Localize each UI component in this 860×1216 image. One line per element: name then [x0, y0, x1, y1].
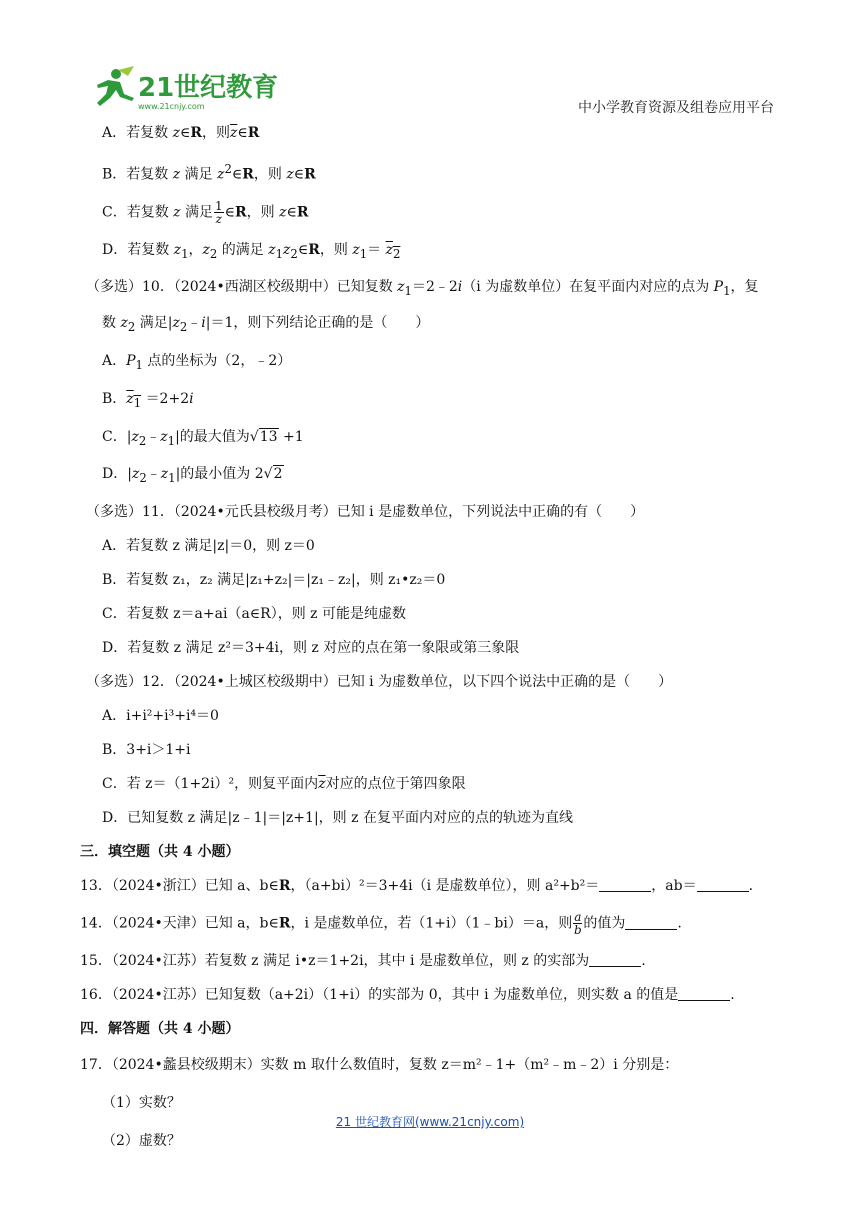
q12-stem: （多选）12．（2024•上城区校级期中）已知 i 为虚数单位，以下四个说法中正确的是（ ） — [86, 674, 673, 691]
q17-part-2: （2）虚数？ — [102, 1133, 181, 1150]
q12-option-d: D．已知复数 z 满足|z﹣1|＝|z+1|，则 z 在复平面内对应的点的轨迹为直线 — [102, 810, 573, 827]
answer-blank — [599, 877, 651, 892]
q12-option-b: B．3+i＞1+i — [102, 742, 191, 759]
q11-stem: （多选）11．（2024•元氏县校级月考）已知 i 是虚数单位，下列说法中正确的有（ ） — [86, 504, 645, 521]
q9-option-a: A．若复数 z∈R，则$\overline{z}\in R$ — [102, 125, 260, 141]
answer-blank — [589, 952, 641, 967]
q11-option-a: A．若复数 z 满足|z|＝0，则 z＝0 — [102, 538, 315, 555]
q16: 16．（2024•江苏）已知复数（a+2i）（1+i）的实部为 0，其中 i 为虚数单位，则实数 a 的值是 . — [80, 987, 735, 1004]
q10-stem-line2: 数 $z_2$ 满足$|z_2﹣i|=1$，则下列结论正确的是（ ） — [102, 315, 430, 335]
q14: 14．（2024•天津）已知 a，b∈R，i 是虚数单位，若（1+i）（1﹣bi）＝a，则 $\frac{a}{b}$ 的值为 . — [80, 910, 682, 938]
q15: 15．（2024•江苏）若复数 z 满足 i•z＝1+2i，其中 i 是虚数单位，则 z 的实部为 . — [80, 953, 646, 970]
footer-link[interactable]: 21 世纪教育网(www.21cnjy.com) — [335, 1115, 525, 1129]
q10-stem-line1: （多选）10．（2024•西湖区校级期中）已知复数 $z_1=2﹣2i(i$ 为虚数单位）在复平面内对应的点为 $P_1$，复 — [86, 279, 759, 299]
logo-text: 21世纪教育 — [138, 73, 278, 103]
q11-option-c: C．若复数 z＝a+ai（a∈R），则 z 可能是纯虚数 — [102, 606, 406, 623]
logo — [78, 64, 278, 114]
page-header — [0, 0, 860, 120]
q12-option-c: C．若 z＝（1+2i）²，则复平面内$\overline{z}$对应的点位于第四象限 — [102, 776, 466, 793]
q10-option-d: D．$|z_2﹣z_1|$的最小值为 2√2 — [102, 466, 283, 486]
answer-blank — [678, 986, 730, 1001]
exam-content — [80, 122, 790, 1152]
q10-option-c: C．$|z_2﹣z_1|$的最大值为√13 +1 — [102, 428, 304, 448]
q12-option-a: A．i+i²+i³+i⁴＝0 — [102, 708, 219, 725]
answer-blank — [697, 877, 749, 892]
q17-part-1: （1）实数？ — [102, 1095, 181, 1112]
q9-option-b: B．若复数 z 满足 $z^2\in R$，则 z∈R — [102, 162, 316, 183]
logo-subtext: www.21cnjy.com — [138, 102, 205, 111]
runner-icon — [97, 66, 134, 106]
platform-name: 中小学教育资源及组卷应用平台 — [578, 100, 774, 116]
q10-option-a: A．$P_1$ 点的坐标为（2，﹣2） — [102, 353, 292, 372]
q13: 13．（2024•浙江）已知 a、b∈R，（a+bi）²＝3+4i（i 是虚数单位），则 a²+b²＝ ，ab＝ . — [80, 878, 754, 895]
q10-option-b: B．$z_1 =2+2i$ — [102, 390, 194, 410]
q9-option-d: D．若复数 $z_1$，$z_2$ 的满足 $z_1z_2\in R$，则 $z_1= z_2$ — [102, 241, 401, 261]
q9-option-c: C．若复数 z 满足 $\frac{1}{z}$ ∈R，则 z∈R — [102, 198, 309, 226]
section-answer-questions: 四．解答题（共 4 小题） — [80, 1021, 240, 1038]
page-footer — [0, 1113, 860, 1130]
section-fill-in-blank: 三．填空题（共 4 小题） — [80, 844, 240, 861]
q11-option-b: B．若复数 z₁，z₂ 满足|z₁+z₂|＝|z₁﹣z₂|，则 z₁•z₂＝0 — [102, 572, 446, 589]
q11-option-d: D．若复数 z 满足 z²＝3+4i，则 z 对应的点在第一象限或第三象限 — [102, 640, 520, 657]
answer-blank — [625, 915, 677, 930]
q17-stem: 17．（2024•蠡县校级期末）实数 m 取什么数值时，复数 z＝m²﹣1+（m²﹣m﹣2）i 分别是： — [80, 1057, 679, 1074]
